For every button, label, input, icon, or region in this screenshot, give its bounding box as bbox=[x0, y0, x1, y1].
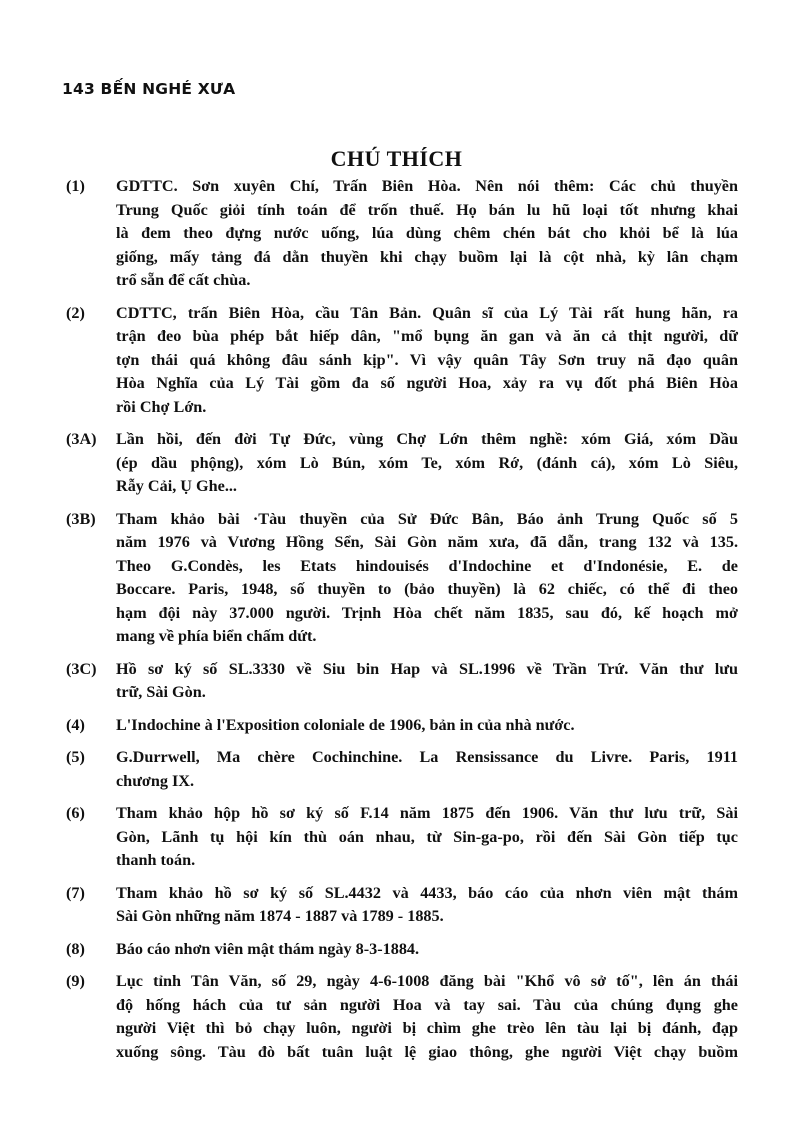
footnote bbox=[66, 658, 738, 705]
footnote-line: Tham khảo hồ sơ ký số SL.4432 và 4433, báo cáo của nhơn viên mật thám bbox=[116, 883, 738, 902]
footnote-line: rồi Chợ Lớn. bbox=[116, 397, 207, 416]
footnote-line: Lần hồi, đến đời Tự Đức, vùng Chợ Lớn thêm nghề: xóm Giá, xóm Dầu bbox=[116, 430, 738, 448]
footnote-line: Theo G.Condès, les Etats hindouisés d'Indochine et d'Indonésie, E. de bbox=[116, 556, 738, 575]
footnote-number: (4) bbox=[66, 715, 85, 734]
footnote-number: (3B) bbox=[66, 509, 96, 528]
footnote bbox=[66, 302, 738, 420]
footnote-line: độ hống hách của tư sản người Hoa và tay sai. Tàu của chúng đụng ghe bbox=[116, 995, 738, 1014]
footnote-line: L'Indochine à l'Exposition coloniale de 1906, bản in của nhà nước. bbox=[116, 715, 575, 734]
footnote-line: Lục tỉnh Tân Văn, số 29, ngày 4-6-1008 đăng bài "Khổ vô sở tố", lên án thái bbox=[116, 972, 738, 990]
footnote-line: thanh toán. bbox=[116, 851, 196, 869]
footnote-number: (9) bbox=[66, 972, 85, 990]
footnote-line: Hòa Nghĩa của Lý Tài gồm đa số người Hoa, xảy ra vụ đốt phá Biên Hòa bbox=[116, 374, 738, 392]
footnote-text bbox=[116, 714, 738, 738]
footnote-number: (6) bbox=[66, 804, 85, 822]
footnote-line: năm 1976 và Vương Hồng Sển, Sài Gòn năm xưa, đã dẫn, trang 132 và 135. bbox=[116, 533, 738, 551]
footnote-line: trữ, Sài Gòn. bbox=[116, 683, 206, 701]
footnote-number: (1) bbox=[66, 177, 85, 195]
notes-list bbox=[66, 175, 738, 1073]
footnote-number: (3C) bbox=[66, 659, 97, 678]
footnote bbox=[66, 508, 738, 649]
footnote-line: là đem theo đựng nước uống, lúa dùng chêm chén bát cho khỏi bể là lúa bbox=[116, 224, 738, 242]
footnote-line: trổ sẵn để cất chùa. bbox=[116, 271, 251, 289]
footnote-line: G.Durrwell, Ma chère Cochinchine. La Rensissance du Livre. Paris, 1911 bbox=[116, 748, 738, 766]
footnote-number: (3A) bbox=[66, 430, 97, 448]
footnote-line: Báo cáo nhơn viên mật thám ngày 8-3-1884. bbox=[116, 939, 420, 958]
footnote-number: (2) bbox=[66, 303, 85, 322]
footnote-line: (ép dầu phộng), xóm Lò Bún, xóm Te, xóm Rớ, (đánh cá), xóm Lò Siêu, bbox=[116, 453, 738, 472]
footnote-line: giống, mấy tảng đá dằn thuyền khi chạy buồm lại là cột nhà, kỳ lân chạm bbox=[116, 247, 738, 266]
footnote bbox=[66, 938, 738, 962]
footnote bbox=[66, 746, 738, 793]
footnote-text bbox=[116, 938, 738, 962]
footnote-line: GDTTC. Sơn xuyên Chí, Trấn Biên Hòa. Nên nói thêm: Các chủ thuyền bbox=[116, 177, 738, 195]
footnote-line: Sài Gòn những năm 1874 - 1887 và 1789 - 1885. bbox=[116, 907, 444, 925]
footnote-line: Trung Quốc giỏi tính toán để trốn thuế. Họ bán lu hũ loại tốt nhưng khai bbox=[116, 200, 738, 219]
footnote-line: xuống sông. Tàu đò bất tuân luật lệ giao thông, ghe người Việt chạy buồm bbox=[116, 1042, 738, 1061]
footnote-text bbox=[116, 302, 738, 420]
footnote-line: CDTTC, trấn Biên Hòa, cầu Tân Bản. Quân sĩ của Lý Tài rất hung hãn, ra bbox=[116, 303, 738, 322]
footnote-line: Rẫy Cải, Ụ Ghe... bbox=[116, 477, 237, 495]
footnote-text bbox=[116, 746, 738, 793]
footnote-line: Tham khảo hộp hồ sơ ký số F.14 năm 1875 đến 1906. Văn thư lưu trữ, Sài bbox=[116, 804, 738, 822]
footnote bbox=[66, 882, 738, 929]
footnote-text bbox=[116, 802, 738, 873]
footnote-text bbox=[116, 428, 738, 499]
footnote-text bbox=[116, 970, 738, 1064]
footnote-text bbox=[116, 882, 738, 929]
footnote-line: mang về phía biển chấm dứt. bbox=[116, 627, 317, 645]
footnote bbox=[66, 175, 738, 293]
footnote-line: trận đeo bùa phép bắt hiếp dân, "mổ bụng ăn gan và ăn cả thịt người, dữ bbox=[116, 327, 738, 345]
footnote-line: Boccare. Paris, 1948, số thuyền to (bảo thuyền) là 62 chiếc, có thể đi theo bbox=[116, 580, 738, 598]
footnote-line: Gòn, Lãnh tụ hội kín thù oán nhau, từ Sin-ga-po, rồi đến Sài Gòn tiếp tục bbox=[116, 827, 738, 846]
footnote-number: (8) bbox=[66, 939, 85, 958]
page-title: CHÚ THÍCH bbox=[330, 146, 463, 171]
footnote-line: Hồ sơ ký số SL.3330 về Siu bin Hap và SL.1996 về Trần Trứ. Văn thư lưu bbox=[116, 659, 738, 678]
footnote-line: người Việt thì bỏ chạy luôn, người bị chìm ghe trèo lên tàu lại bị đánh, đạp bbox=[116, 1019, 738, 1037]
footnote-text bbox=[116, 175, 738, 293]
footnote-line: chương IX. bbox=[116, 771, 195, 790]
footnote-line: Tham khảo bài ·Tàu thuyền của Sử Đức Bân, Báo ảnh Trung Quốc số 5 bbox=[116, 509, 738, 528]
footnote bbox=[66, 802, 738, 873]
footnote bbox=[66, 714, 738, 738]
footnote-line: tợn thái quá không đâu sánh kịp". Vì vậy quân Tây Sơn truy nã đạo quân bbox=[116, 350, 738, 369]
footnote-number: (5) bbox=[66, 748, 85, 766]
footnote bbox=[66, 428, 738, 499]
footnote-text bbox=[116, 508, 738, 649]
footnote-text bbox=[116, 658, 738, 705]
running-head: 143 BẾN NGHÉ XƯA bbox=[62, 80, 236, 98]
footnote bbox=[66, 970, 738, 1064]
footnote-line: hạm đội này 37.000 người. Trịnh Hòa chết năm 1835, sau đó, kế hoạch mở bbox=[116, 603, 738, 622]
footnote-number: (7) bbox=[66, 883, 85, 902]
